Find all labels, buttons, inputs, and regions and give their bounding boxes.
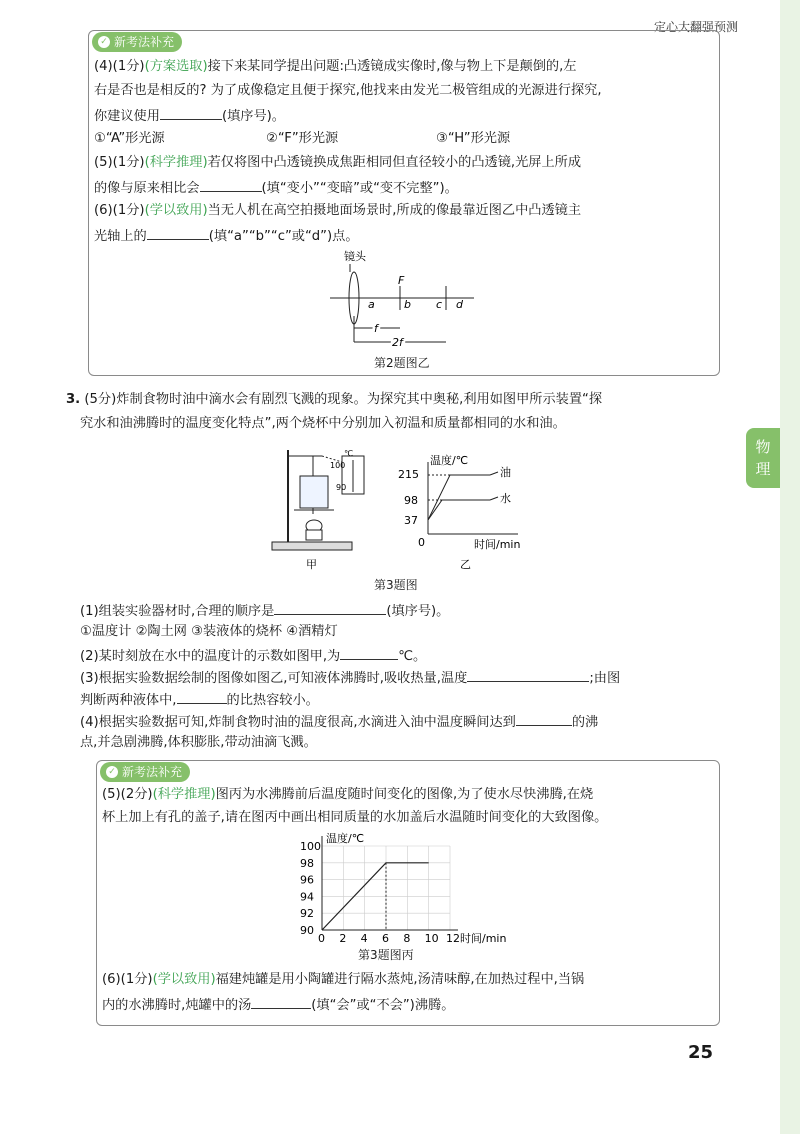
yi-origin: 0	[418, 536, 425, 549]
lens-figure	[322, 246, 482, 356]
x-tick-label: 8	[403, 932, 411, 944]
q3-s3-line-1: (3)根据实验数据绘制的图像如图乙,可知液体沸腾时,吸收热量,温度 ;由图	[80, 667, 620, 689]
q3-s1-options: ①温度计 ②陶土网 ③装液体的烧杯 ④酒精灯	[80, 624, 338, 639]
subject-tab-label: 物理	[755, 438, 771, 478]
therm-90: 90	[336, 483, 347, 492]
q3-line-2: 究水和油沸腾时的温度变化特点”,两个烧杯中分别加入初温和质量都相同的水和油。	[80, 416, 566, 431]
check-icon: ✓	[98, 36, 110, 48]
x-tick-label: 6	[382, 932, 389, 944]
box2-q6-line-2: 内的水沸腾时,炖罐中的汤 (填“会”或“不会”)沸腾。	[102, 994, 454, 1016]
apparatus-figure	[266, 446, 386, 574]
answer-blank[interactable]	[467, 667, 589, 682]
check-icon: ✓	[106, 766, 118, 778]
q4-line-3: 你建议使用 (填序号)。	[94, 105, 285, 127]
q3-s4-line-1: (4)根据实验数据可知,炸制食物时油的温度很高,水滴进入油中温度瞬间达到 的沸	[80, 711, 598, 733]
answer-blank[interactable]	[340, 645, 398, 660]
answer-blank[interactable]	[516, 711, 572, 726]
therm-100: 100	[330, 461, 346, 470]
2f-label: 2f	[392, 336, 403, 349]
q6-line-1: (6)(1分)(学以致用)当无人机在高空拍摄地面场景时,所成的像最靠近图乙中凸透镜主	[94, 203, 582, 218]
y-axis-label: 温度/℃	[326, 832, 365, 845]
q4-option-1: ①“A”形光源	[94, 131, 165, 146]
supplement-badge-1: ✓ 新考法补充	[92, 32, 182, 52]
y-tick-label: 100	[300, 840, 321, 853]
subject-tab[interactable]	[746, 428, 780, 488]
water-line	[428, 500, 490, 520]
y-tick-label: 96	[300, 873, 314, 887]
point-d-label: d	[456, 298, 463, 311]
answer-blank[interactable]	[177, 689, 227, 704]
x-tick-label: 4	[360, 932, 368, 944]
q4-line-2: 右是否也是相反的? 为了成像稳定且便于探究,他找来由发光二极管组成的光源进行探究,	[94, 83, 602, 98]
q4-line-1: (4)(1分)(方案选取)接下来某同学提出问题:凸透镜成实像时,像与物上下是颠倒的,左	[94, 59, 577, 74]
therm-unit: ℃	[344, 449, 353, 458]
point-a-label: a	[368, 298, 375, 311]
y-tick-label: 98	[300, 856, 314, 870]
x-tick-label: 2	[339, 932, 347, 944]
figure-caption: 第2题图乙	[374, 356, 430, 370]
q3-s4-line-2: 点,并急剧沸腾,体积膨胀,带动油滴飞溅。	[80, 735, 317, 750]
box2-q5-line-2: 杯上加上有孔的盖子,请在图丙中画出相同质量的水加盖后水温随时间变化的大致图像。	[102, 810, 608, 825]
page-header: 定心大翻强预测	[653, 20, 738, 34]
point-c-label: c	[436, 298, 443, 311]
page-number: 25	[688, 1042, 714, 1063]
q6-line-2: 光轴上的 (填“a”“b”“c”或“d”)点。	[94, 225, 359, 247]
lens-label: 镜头	[344, 250, 366, 263]
figure-yi-label: 乙	[460, 558, 471, 571]
q5-line-2: 的像与原来相比会 (填“变小”“变暗”或“变不完整”)。	[94, 177, 458, 199]
yi-ytick-215: 215	[398, 468, 419, 481]
figure-jia-label: 甲	[306, 558, 317, 571]
x-tick-label: 0	[318, 932, 325, 944]
supplement-badge-2: ✓ 新考法补充	[100, 762, 190, 782]
q4-option-3: ③“H”形光源	[436, 131, 511, 146]
answer-blank[interactable]	[274, 600, 386, 615]
q3-s1: (1)组装实验器材时,合理的顺序是 (填序号)。	[80, 600, 449, 622]
side-strip	[780, 0, 800, 1134]
temp-time-figure	[390, 450, 540, 574]
box2-q5-line-1: (5)(2分)(科学推理)图丙为水沸腾前后温度随时间变化的图像,为了使水尽快沸腾,在烧	[102, 787, 594, 802]
water-label: 水	[500, 492, 511, 505]
q3-s3-line-2: 判断两种液体中, 的比热容较小。	[80, 689, 319, 711]
yi-ytick-37: 37	[404, 514, 418, 527]
yi-xlabel: 时间/min	[474, 538, 521, 551]
q4-option-2: ②“F”形光源	[266, 131, 339, 146]
oil-label: 油	[500, 466, 511, 479]
q3-line-1: 3. (5分)炸制食物时油中滴水会有剧烈飞溅的现象。为探究其中奥秘,利用如图甲所示装置“探	[66, 392, 603, 407]
yi-ylabel: 温度/℃	[430, 454, 469, 467]
f-label: f	[374, 322, 378, 335]
answer-blank[interactable]	[200, 177, 262, 192]
oil-line	[428, 475, 490, 520]
temp-chart-bing	[290, 826, 520, 944]
y-tick-label: 94	[300, 890, 314, 904]
answer-blank[interactable]	[147, 225, 209, 240]
box2-q6-line-1: (6)(1分)(学以致用)福建炖罐是用小陶罐进行隔水蒸炖,汤清味醇,在加热过程中,当锅	[102, 972, 585, 987]
chart-caption: 第3题图丙	[358, 948, 414, 962]
x-axis-label: 时间/min	[460, 932, 507, 944]
y-tick-label: 92	[300, 907, 314, 921]
focal-label: F	[398, 274, 405, 287]
y-tick-label: 90	[300, 924, 314, 937]
q3-s2: (2)某时刻放在水中的温度计的示数如图甲,为 ℃。	[80, 645, 426, 667]
q5-line-1: (5)(1分)(科学推理)若仅将图中凸透镜换成焦距相同但直径较小的凸透镜,光屏上所成	[94, 155, 582, 170]
answer-blank[interactable]	[160, 105, 222, 120]
q3-figure-caption: 第3题图	[374, 578, 418, 592]
yi-ytick-98: 98	[404, 494, 418, 507]
x-tick-label: 12	[446, 932, 460, 944]
answer-blank[interactable]	[251, 994, 311, 1009]
point-b-label: b	[404, 298, 411, 311]
x-tick-label: 10	[424, 932, 439, 944]
